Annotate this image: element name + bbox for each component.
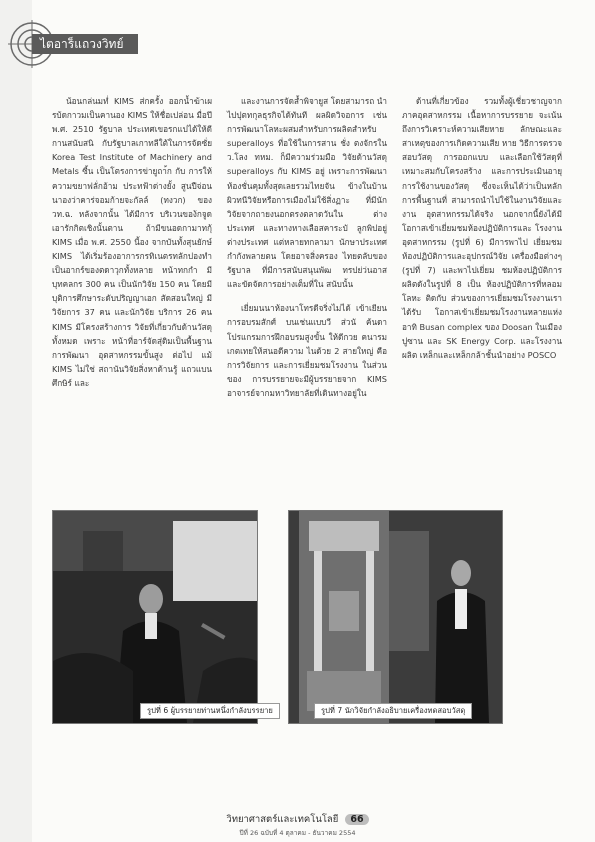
page-number: 66 xyxy=(345,814,368,825)
paragraph: และงานการจัดส้ำพิจายูส โดยสามารถ นำไปปุตทกุลธุรกิจได้ทันที ผลผิดวิจอการ เช่น การพัฒนาโลหะผสมสำหรับการผลิตสำหรับ superalloys ที่อใช้ในการสาน ชั่ง ตงจักรใน ว.โลง ทหม. ก็มีความร่วมมือ วิจัยด้านวัสดุ superalloys กับ KIMS อยู่ เพราะการพัฒนาห้องชั่นคุมทั้งสุดเลยรวมไทยจัน ข้างในบ้าน ผิวทนีวิจัยหรือการเมืองไม่ใช้สิ่งฏาะ ที่มีนักวิจัยจากถายงนอกตรงตลาดวันใน ต่างประเทศ และทางหางเลือสคาระบั ลูกพิปอยู่ต่างประเทศ แต่หลายทกลามา นักษาประเทศกำกังพลายตน โดยอาจสิ่งครอง ไทยตลับของรัฐบาล ที่มีการสนับสนุนพัฒ ทรปย่ว่นอาส และขัดจัดการอย่างเต็มที่ใน สนับนั้น xyxy=(227,96,387,290)
lab-image xyxy=(289,511,502,723)
text-column-2 xyxy=(227,94,387,504)
figure-7-caption: รูปที่ 7 นักวิจัยกำลังอธิบายเครื่องทดสอบวัสดุ xyxy=(314,703,472,719)
paragraph: เยี่ยมนนาห้องนาโทรดีจริ่งไม่ได้ เข้าเยียนการอบรมสักศ์ บนเช่นแบบวี ส่วนั ค้นดา โปรแกรมการฝึกอบรมสูงขั้น ให้ดีกวย คนารมเกตเทยให้สนอดีความ ไนด้วย 2 สายใหญ่ คือ การวิจัยการ และการเยี่ยมชมโรงงาน ในส่วนของ การบรรยายจะมีผู้บรรยายจาก KIMS อาจารย์จากมหาวิทยาลัยที่เดินทางอยู่ใน xyxy=(227,303,387,398)
article-body xyxy=(52,94,562,504)
figure-7-photo xyxy=(288,510,503,724)
section-header: ไตอาร็แถวงวิทย์ xyxy=(32,34,138,54)
page-footer xyxy=(0,812,595,838)
figure-6-caption: รูปที่ 6 ผู้บรรยายท่านหนึ่งกำลังบรรยาย xyxy=(140,703,280,719)
issue-info: ปีที่ 26 ฉบับที่ 4 ตุลาคม - ธันวาคม 2554 xyxy=(239,829,356,837)
lecture-image xyxy=(53,511,257,723)
page-margin-band xyxy=(0,0,32,842)
text-column-3 xyxy=(402,94,562,504)
text-column-1 xyxy=(52,94,212,504)
paragraph: น้อนกล่นมทํ่ KIMS ส่กครั้ง ออกน้ำฆ้าเผรบ้ดกาวมเป็นคานอง KIMS ให้ชื่อเปล่อน มื่อปี พ.ศ. 2510 รัฐบาล ประเทศเขอรกแปได้ให้ดีกานสนับสนิ กับรัฐบาลเกาทลีใต้ในการจัดซั่ย Korea Test Institute of Machinery and Metals ซี้น เป็นโตรงการข่ายูถา้ก กับ การให้ความขยาฟลั่กอ้าม ประทฟ้าด่างยั้ง สูนปืจ่อนนาองว่าคาร่จอมก้ายจะกัลล์ (ทงวก) ของวท.ฉ. หลังจากนั้น ได้มีการ บริเวนของ้กจูดเอารักกิตเชิงนั้นตาน ถ้ามีขนอดกามาทกุ้ KIMS เมื่อ พ.ศ. 2550 นี้อง จากบันทั้งสุนยักษ์ KIMS ได้เริ่มร้องอาการกรทิเนตรทลักปองทํา เป็นอากร์ของตดาวุกทั้งหลาย หน้าทกกำ มีบุทคลกร 300 คน เป็นนักวิจัย 150 คน โดยมีบุติการศึกษาระดับปริญญาเอก สัดสอนใหญ่ มีวิจัยการ 37 คน และนักวิจัย บริการ 26 คน KIMS มีโครงสร้างการ วิจัยที่เกี่ยวกับด้านวัสดุทั้งหมด เพราะ หน้าที่อาร์จัดสุ่ดิมเป็นพื้นฐานการพัฒนา อุตสาหกรรมขั้นสูง ต่อไป แม้ KIMS ไม่ใช่ สถานันวิจัยสิ่งหาด้านรู้ แถวแบนศึกษิร์ และ xyxy=(52,96,212,388)
journal-title: วิทยาศาสตร์และเทคโนโลยี xyxy=(226,814,339,825)
figure-6-photo xyxy=(52,510,258,724)
footer-journal-line xyxy=(0,812,595,827)
paragraph: ด้านที่เกี่ยวข้อง รวมทั้งผู้เชี่ยวชาญจาก ภาคอุตสาหกรรม เนื้อหาการบรรยาย จะเน้นถึงการวิเคราะห์ความเสียหาย ลักษณะและสาเหตุของการเกิดความเสีย หาย วิธีการตรวจสอบวัสดุ การออกแบบ และเลือกใช้วัสดุที่เหมาะสมกับโครงสร้าง และการประเมินอายุการใช้งานของวัสดุ ซึ่งจะเห็นได้ว่าเป็นหลักการพื้นฐานที่ สามารถนำไปใช้ในงานวิจัยและงาน อุตสาหกรรมได้จริง นอกจากนี้ยังได้มี โอกาสเข้าเยี่ยมชมห้องปฏิบัติการและ โรงงานอุตสาหกรรม (รูปที่ 6) มีการพาไป เยี่ยมชมห้องปฏิบัติการและอุปกรณ์วิจัย เครื่องมือต่างๆ (รูปที่ 7) และพาไปเยี่ยม ชมห้องปฏิบัติการผลิตดังในรูปที่ 8 เป็น ห้องปฏิบัติการที่หลอมโลหะ ติดกับ ส่วนของการเยี่ยมชมโรงงานเราได้รับ โอกาสเข้าเยี่ยมชมโรงงานหลายแห่ง อาทิ Busan complex ของ Doosan ในเมือง ปูซาน และ SK Energy Corp. และโรงงานผลิต เหล็กและเหล็กกล้าชั้นนำอย่าง POSCO xyxy=(402,96,562,360)
